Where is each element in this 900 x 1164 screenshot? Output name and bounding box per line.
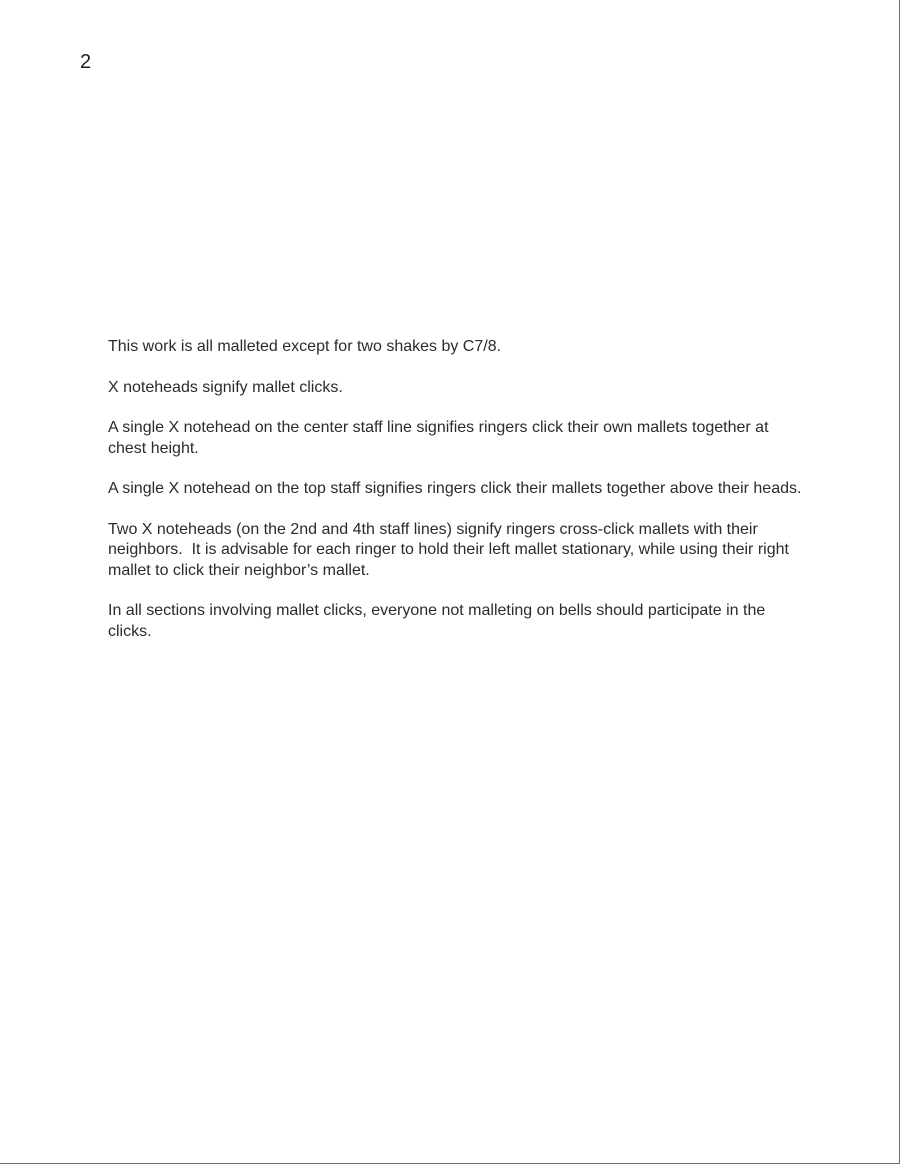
paragraph-x-noteheads: X noteheads signify mallet clicks. xyxy=(108,378,343,396)
paragraph-all-sections: In all sections involving mallet clicks, everyone not malleting on bells should participate in the clicks. xyxy=(108,602,770,640)
page-number: 2 xyxy=(80,51,92,73)
paragraph-top-staff: A single X notehead on the top staff signifies ringers click their mallets together above their heads. xyxy=(108,480,802,497)
paragraph-center-staff-line: A single X notehead on the center staff line signifies ringers click their own mallets together at chest height. xyxy=(108,419,773,457)
instructions-text xyxy=(108,337,808,662)
paragraph-malleted: This work is all malleted except for two shakes by C7/8. xyxy=(108,338,502,355)
paragraph-two-noteheads: Two X noteheads (on the 2nd and 4th staff lines) signify ringers cross-click mallets with their neighbors. It is advisable for each ringer to hold their left mallet stationary, while using their right mallet to click their neighbor’s mallet. xyxy=(108,520,794,579)
